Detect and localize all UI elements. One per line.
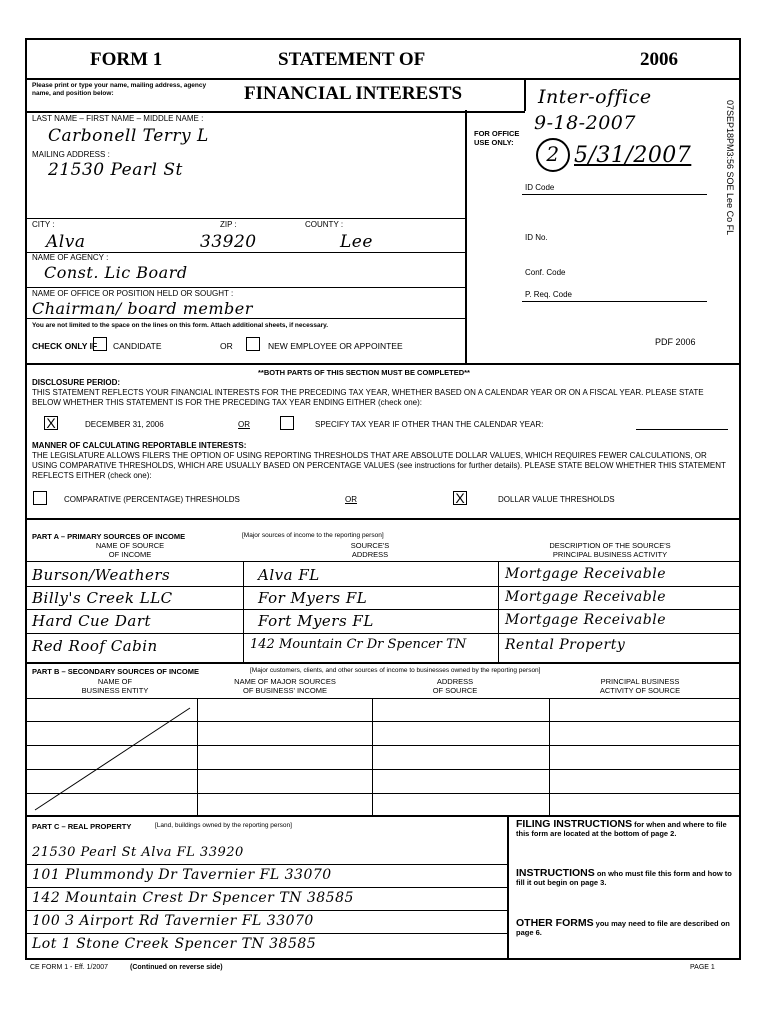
part-b-col1-header1: NAME OF [97,677,133,686]
disclosure-period-text: THIS STATEMENT REFLECTS YOUR FINANCIAL INTERESTS FOR THE PRECEDING TAX YEAR, WHETHER BASED ON A CALENDAR YEAR OR ON A FISCAL YEAR. PLEASE STATE BELOW WHETHER THIS STATEMENT IS FOR THE PRECEDING TAX YEAR ENDING EITHER (check one): [32,388,704,407]
part-a-source-name[interactable]: Billy's Creek LLC [32,589,173,607]
dec31-label: DECEMBER 31, 2006 [85,420,164,429]
office-box-notch [524,78,526,111]
new-employee-checkbox[interactable] [246,337,260,351]
city-value[interactable]: Alva [46,232,86,252]
print-note: Please print or type your name, mailing address, agency name, and position below: [32,82,207,97]
section-divider-3 [25,662,741,664]
part-a-source-address[interactable]: Fort Myers FL [258,612,374,630]
part-b-col-divider3 [549,698,550,816]
part-a-header-line [25,561,741,562]
period-or: OR [238,420,250,429]
zip-label: ZIP : [220,220,237,229]
part-a-col2-header1: SOURCE'S [350,541,390,550]
instructions-text: on who must file this form and how to fill it out begin on page 3. [516,869,732,887]
part-a-col1-header2: OF INCOME [108,550,152,559]
part-a-heading-note: [Major sources of income to the reporting person] [242,532,384,539]
filing-instructions [516,820,734,838]
part-a-heading: PART A – PRIMARY SOURCES OF INCOME [32,532,186,541]
agency-label: NAME OF AGENCY : [32,253,109,262]
office-preq-line [522,301,707,302]
part-b-col-divider2 [372,698,373,816]
part-c-property[interactable]: 101 Plummondy Dr Tavernier FL 33070 [32,867,332,883]
disclosure-period-heading: DISCLOSURE PERIOD: [32,378,121,387]
part-b-col2-header2: OF BUSINESS' INCOME [243,686,327,695]
stamp-handwritten-interoffice: Inter-office [538,86,652,108]
part-a-row-line [25,633,741,634]
position-label: NAME OF OFFICE OR POSITION HELD OR SOUGHT : [32,289,234,298]
city-label: CITY : [32,220,55,229]
who-must-file-instructions [516,869,734,887]
office-use-label1: FOR OFFICE [474,129,520,138]
part-c-property[interactable]: 142 Mountain Crest Dr Spencer TN 38585 [32,890,354,906]
dollar-value-label: DOLLAR VALUE THRESHOLDS [498,495,615,504]
part-b-col3-header1: ADDRESS [436,677,474,686]
county-label: COUNTY : [305,220,344,229]
part-a-source-name[interactable]: Hard Cue Dart [32,612,152,630]
part-a-row-line [25,609,741,610]
part-a-col-divider2 [498,561,499,662]
part-a-source-activity[interactable]: Mortgage Receivable [505,566,666,582]
part-a-row-line [25,586,741,587]
manner-text: THE LEGISLATURE ALLOWS FILERS THE OPTION OF USING REPORTING THRESHOLDS THAT ARE ABSOLUTE DOLLAR VALUES, WHICH REQUIRES FEWER CALCULATIONS, OR USING COMPARATIVE THRESHOLDS, WHICH ARE USUALLY BASED ON PERCENTAGE VALUES (see instructions for further details). PLEASE STATE BELOW WHETHER THIS STATEMENT REFLECTS EITHER (check one): [32,451,726,480]
part-c-line [25,887,507,888]
other-forms-instructions [516,919,734,937]
office-pdf: PDF 2006 [655,337,696,347]
office-preq-code: P. Req. Code [525,290,572,299]
part-c-property[interactable]: 21530 Pearl St Alva FL 33920 [32,845,244,860]
county-value[interactable]: Lee [340,232,373,252]
stamp-circled-number: 2 [536,138,570,172]
instructions-bold: INSTRUCTIONS [516,867,595,879]
comparative-checkbox[interactable] [33,491,47,505]
other-forms-text: you may need to file are described on page 6. [516,919,730,937]
candidate-checkbox[interactable] [93,337,107,351]
part-a-source-activity[interactable]: Mortgage Receivable [505,589,666,605]
part-a-source-address[interactable]: For Myers FL [258,589,368,607]
filing-instructions-text: for when and where to file this form are located at the bottom of page 2. [516,820,727,838]
comparative-label: COMPARATIVE (PERCENTAGE) THRESHOLDS [64,495,240,504]
section-divider-1 [25,363,741,365]
part-c-divider [507,815,509,960]
part-c-property[interactable]: 100 3 Airport Rd Tavernier FL 33070 [32,913,314,929]
office-box-left [465,110,467,364]
part-b-col4-header2: ACTIVITY OF SOURCE [599,686,681,695]
form-title-line1: STATEMENT OF [278,49,426,70]
part-a-col3-header2: PRINCIPAL BUSINESS ACTIVITY [552,550,668,559]
part-b-col4-header1: PRINCIPAL BUSINESS [600,677,680,686]
new-employee-label: NEW EMPLOYEE OR APPOINTEE [268,341,403,351]
stamp-handwritten-date1: 9-18-2007 [534,112,636,134]
space-limit-note: You are not limited to the space on the lines on this form. Attach additional sheets, if necessary. [32,322,329,329]
part-a-col-divider1 [243,561,244,662]
zip-value[interactable]: 33920 [200,232,257,252]
specify-year-checkbox[interactable] [280,416,294,430]
dollar-value-check-mark: X [455,490,465,506]
form-year: 2006 [640,49,678,70]
footer-form-id: CE FORM 1 - Eff. 1/2007 [30,964,109,971]
both-parts-note: **BOTH PARTS OF THIS SECTION MUST BE COMPLETED** [258,368,470,377]
position-value[interactable]: Chairman/ board member [32,299,253,318]
form-title-line2: FINANCIAL INTERESTS [244,83,463,104]
part-c-heading: PART C – REAL PROPERTY [32,822,132,831]
office-id-code: ID Code [525,183,555,192]
position-line [25,318,465,319]
part-c-property[interactable]: Lot 1 Stone Creek Spencer TN 38585 [32,936,317,952]
part-a-source-address[interactable]: Alva FL [258,566,320,584]
address-value[interactable]: 21530 Pearl St [48,160,183,180]
address-label: MAILING ADDRESS : [32,150,110,159]
part-a-col3-header1: DESCRIPTION OF THE SOURCE'S [549,541,671,550]
part-a-source-name[interactable]: Red Roof Cabin [32,637,158,655]
agency-value[interactable]: Const. Lic Board [44,263,188,282]
part-b-col2-header1: NAME OF MAJOR SOURCES [234,677,336,686]
agency-line [25,287,465,288]
stamp-handwritten-date2: 5/31/2007 [574,143,692,168]
part-c-line [25,910,507,911]
manner-heading: MANNER OF CALCULATING REPORTABLE INTERESTS: [32,441,247,450]
part-b-void-slash [25,698,200,816]
footer-page: PAGE 1 [690,964,715,971]
part-c-line [25,933,507,934]
name-value[interactable]: Carbonell Terry L [48,126,209,146]
office-id-no: ID No. [525,233,548,242]
other-forms-bold: OTHER FORMS [516,917,594,929]
address-line2 [25,218,465,219]
manner-or: OR [345,495,357,504]
part-a-source-activity[interactable]: Mortgage Receivable [505,612,666,628]
header-divider [25,78,741,80]
section-divider-4 [25,815,741,817]
part-a-source-activity[interactable]: Rental Property [505,637,626,653]
check-only-label: CHECK ONLY IF [32,341,98,351]
part-c-line [25,864,507,865]
dec31-checkbox[interactable] [44,416,58,430]
part-a-col2-header2: ADDRESS [351,550,389,559]
specify-year-label: SPECIFY TAX YEAR IF OTHER THAN THE CALENDAR YEAR: [315,420,544,429]
office-use-label2: USE ONLY: [474,138,514,147]
part-b-heading-note: [Major customers, clients, and other sources of income to businesses owned by the reporting person] [250,667,541,674]
office-box-top [25,111,525,113]
specify-year-line[interactable] [636,429,728,430]
dec31-check-mark: X [46,415,56,431]
part-b-col1-header2: BUSINESS ENTITY [81,686,149,695]
form-number: FORM 1 [90,49,163,70]
office-id-code-line [522,194,707,195]
office-conf-code: Conf. Code [525,268,566,277]
vertical-received-stamp: 07SEP18PM3:56 SOE Lee Co FL [725,100,735,236]
section-divider-2 [25,518,741,520]
part-b-col3-header2: OF SOURCE [432,686,478,695]
part-a-col1-header1: NAME OF SOURCE [95,541,165,550]
footer-continued: (Continued on reverse side) [130,964,223,971]
candidate-label: CANDIDATE [113,341,162,351]
or-label: OR [220,341,233,351]
part-b-heading: PART B – SECONDARY SOURCES OF INCOME [32,667,199,676]
part-a-source-address[interactable]: 142 Mountain Cr Dr Spencer TN [250,637,467,652]
name-label: LAST NAME – FIRST NAME – MIDDLE NAME : [32,114,204,123]
filing-instructions-bold: FILING INSTRUCTIONS [516,818,633,830]
part-a-source-name[interactable]: Burson/Weathers [32,566,171,584]
part-c-heading-note: [Land, buildings owned by the reporting person] [155,822,292,829]
dollar-value-checkbox[interactable] [453,491,467,505]
